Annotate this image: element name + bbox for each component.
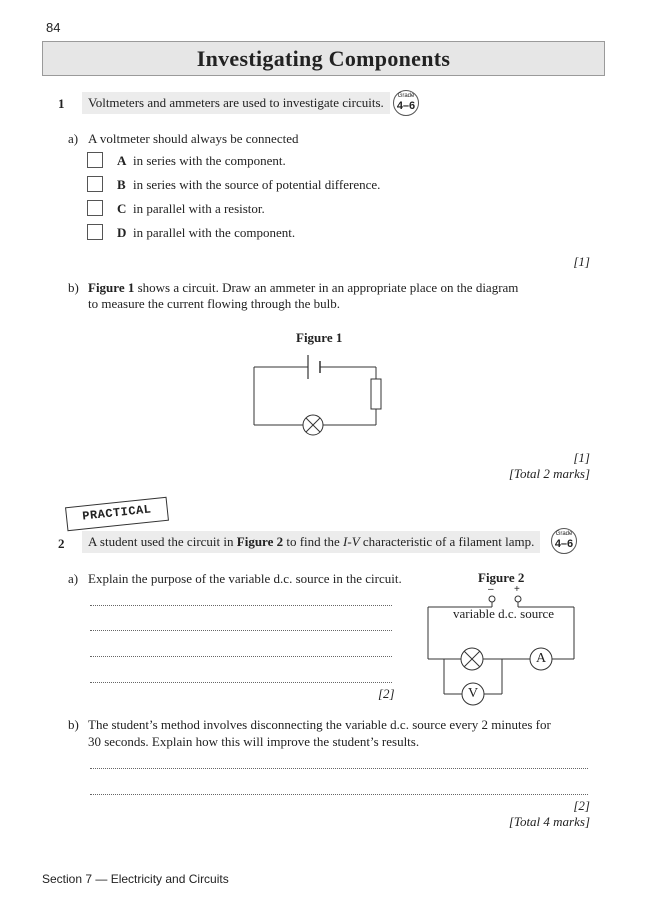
figure1-title: Figure 1 — [296, 330, 343, 345]
option-text: in series with the source of potential difference. — [133, 177, 381, 192]
figure1-circuit-diagram[interactable] — [240, 345, 400, 445]
answer-line[interactable] — [90, 656, 392, 657]
option-letter: D — [117, 225, 127, 240]
q2-total-marks: [Total 4 marks] — [508, 814, 590, 829]
terminal-plus — [515, 596, 521, 602]
answer-line[interactable] — [90, 768, 588, 769]
q2-grade-badge — [551, 528, 577, 554]
grade-label: Grade — [397, 93, 415, 99]
source-label: variable d.c. source — [453, 606, 555, 621]
page-footer: Section 7 — Electricity and Circuits — [42, 872, 229, 886]
q2a-label: a) — [68, 571, 79, 586]
grade-label: Grade — [555, 531, 573, 537]
q1b-text: shows a circuit. Draw an ammeter in an appropriate place on the diagram — [137, 280, 519, 295]
option-letter: B — [117, 177, 126, 192]
answer-line[interactable] — [90, 794, 588, 795]
q2a-marks: [2] — [378, 686, 395, 701]
q1-total-marks: [Total 2 marks] — [508, 466, 590, 481]
answer-line[interactable] — [90, 605, 392, 606]
q1b-line1 — [88, 280, 518, 296]
figure-ref: Figure 1 — [88, 280, 135, 295]
q1-number: 1 — [58, 96, 65, 111]
stem-text: to find the — [286, 534, 340, 549]
q2b-line1: The student’s method involves disconnecting the variable d.c. source every 2 minutes for — [88, 717, 551, 732]
page-number: 84 — [46, 20, 61, 35]
minus-label: – — [488, 584, 494, 595]
q1a-label: a) — [68, 131, 79, 146]
q1-stem: Voltmeters and ammeters are used to investigate circuits. — [82, 92, 390, 114]
stem-text: characteristic of a filament lamp. — [362, 534, 535, 549]
resistor — [371, 379, 381, 409]
stem-text: A student used the circuit in — [88, 534, 234, 549]
ammeter-label: A — [536, 651, 547, 666]
practical-stamp: PRACTICAL — [65, 497, 169, 532]
grade-range: 4–6 — [396, 100, 416, 112]
figure2-title: Figure 2 — [478, 570, 525, 585]
figure-ref: Figure 2 — [236, 534, 284, 549]
answer-line[interactable] — [90, 630, 392, 631]
checkbox[interactable] — [87, 200, 103, 216]
q1a-marks: [1] — [573, 254, 590, 269]
plus-label: + — [514, 584, 520, 595]
page-title-bar — [42, 41, 605, 76]
option-text: in series with the component. — [133, 153, 286, 168]
q1b-label: b) — [68, 280, 79, 295]
checkbox[interactable] — [87, 176, 103, 192]
q1b-line2: to measure the current flowing through the bulb. — [88, 296, 340, 311]
option-text: in parallel with the component. — [133, 225, 296, 240]
q1b-marks: [1] — [573, 450, 590, 465]
option-letter: A — [117, 153, 127, 168]
q2-stem — [82, 531, 540, 553]
q2b-label: b) — [68, 717, 79, 732]
q1-grade-badge — [393, 90, 419, 116]
q2a-text: Explain the purpose of the variable d.c. source in the circuit. — [88, 571, 402, 586]
grade-range: 4–6 — [554, 538, 574, 550]
checkbox[interactable] — [87, 224, 103, 240]
terminal-minus — [489, 596, 495, 602]
answer-line[interactable] — [90, 682, 392, 683]
iv-term: I-V — [343, 534, 360, 549]
checkbox[interactable] — [87, 152, 103, 168]
option-text: in parallel with a resistor. — [133, 201, 265, 216]
q1a-text: A voltmeter should always be connected — [88, 131, 299, 146]
page-title: Investigating Components — [196, 46, 451, 71]
q2b-line2: 30 seconds. Explain how this will improve the student’s results. — [88, 734, 420, 749]
option-letter: C — [117, 201, 127, 216]
q2b-marks: [2] — [573, 798, 590, 813]
voltmeter-label: V — [468, 686, 479, 701]
q2-number: 2 — [58, 536, 65, 551]
